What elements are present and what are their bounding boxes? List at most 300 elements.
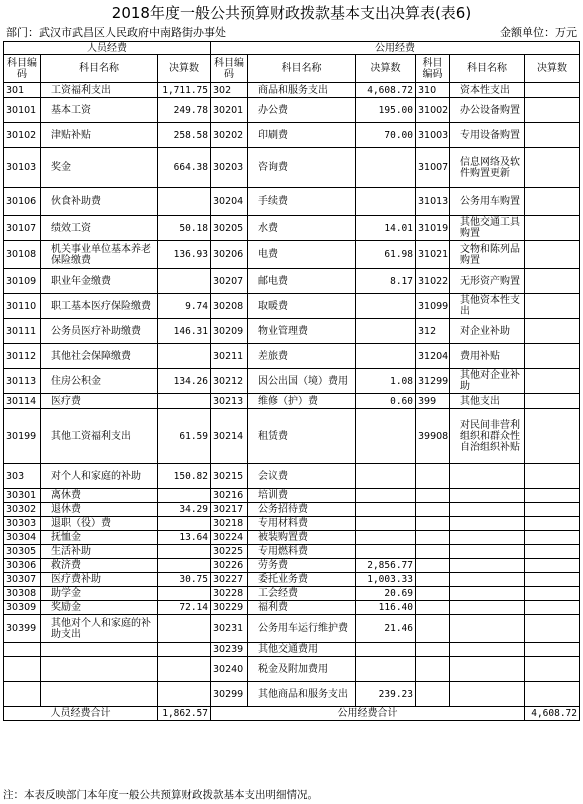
- code-cell: 30224: [211, 531, 248, 545]
- name-cell: 文物和陈列品购置: [450, 241, 525, 269]
- amount-cell: [356, 464, 416, 489]
- code-cell: 30305: [4, 545, 41, 559]
- code-cell: 30113: [4, 369, 41, 394]
- code-cell: [416, 464, 450, 489]
- table-row: [4, 682, 580, 707]
- column-header-code: 科目编码: [211, 55, 248, 83]
- table-row: [4, 464, 580, 489]
- name-cell: [450, 517, 525, 531]
- amount-cell: [525, 269, 580, 294]
- table-row: [4, 409, 580, 464]
- code-cell: 303: [4, 464, 41, 489]
- column-header-amount: 决算数: [525, 55, 580, 83]
- name-cell: 办公设备购置: [450, 98, 525, 123]
- amount-cell: 146.31: [158, 319, 211, 344]
- amount-cell: 1.08: [356, 369, 416, 394]
- footnote: 注：本表反映部门本年度一般公共预算财政拨款基本支出明细情况。: [3, 789, 318, 801]
- name-cell: [450, 559, 525, 573]
- name-cell: [450, 489, 525, 503]
- name-cell: 会议费: [248, 464, 356, 489]
- name-cell: 对民间非营利组织和群众性自治组织补贴: [450, 409, 525, 464]
- code-cell: 30213: [211, 394, 248, 409]
- amount-cell: 1,711.75: [158, 83, 211, 98]
- table-row: [4, 148, 580, 188]
- amount-cell: 30.75: [158, 573, 211, 587]
- name-cell: [450, 601, 525, 615]
- name-cell: 其他交通费用: [248, 643, 356, 657]
- table-row: [4, 573, 580, 587]
- code-cell: 31003: [416, 123, 450, 148]
- group-header-row: [4, 42, 580, 55]
- amount-cell: [525, 344, 580, 369]
- amount-cell: [158, 587, 211, 601]
- amount-cell: [525, 123, 580, 148]
- amount-cell: [525, 531, 580, 545]
- amount-cell: [525, 188, 580, 216]
- code-cell: 30202: [211, 123, 248, 148]
- amount-cell: 2,856.77: [356, 559, 416, 573]
- public-total-value: 4,608.72: [525, 707, 580, 721]
- amount-cell: 134.26: [158, 369, 211, 394]
- amount-cell: [356, 503, 416, 517]
- amount-cell: [158, 545, 211, 559]
- code-cell: [416, 682, 450, 707]
- code-cell: 30214: [211, 409, 248, 464]
- name-cell: 其他工资福利支出: [41, 409, 158, 464]
- amount-cell: [356, 643, 416, 657]
- code-cell: 30208: [211, 294, 248, 319]
- column-header-code: 科目编码: [4, 55, 41, 83]
- name-cell: [450, 573, 525, 587]
- code-cell: 30103: [4, 148, 41, 188]
- amount-cell: 13.64: [158, 531, 211, 545]
- table-row: [4, 657, 580, 682]
- code-cell: 30308: [4, 587, 41, 601]
- code-cell: 31204: [416, 344, 450, 369]
- amount-cell: [525, 409, 580, 464]
- amount-cell: [525, 682, 580, 707]
- name-cell: 水费: [248, 216, 356, 241]
- column-header-name: 科目名称: [248, 55, 356, 83]
- table-row: [4, 83, 580, 98]
- code-cell: [416, 531, 450, 545]
- amount-cell: [525, 294, 580, 319]
- name-cell: 邮电费: [248, 269, 356, 294]
- amount-cell: [356, 188, 416, 216]
- name-cell: 办公费: [248, 98, 356, 123]
- amount-cell: [158, 394, 211, 409]
- code-cell: 31021: [416, 241, 450, 269]
- amount-cell: [525, 148, 580, 188]
- code-cell: 30225: [211, 545, 248, 559]
- table-row: [4, 587, 580, 601]
- name-cell: 机关事业单位基本养老保险缴费: [41, 241, 158, 269]
- code-cell: 30217: [211, 503, 248, 517]
- code-cell: 30205: [211, 216, 248, 241]
- table-row: [4, 615, 580, 643]
- name-cell: 咨询费: [248, 148, 356, 188]
- name-cell: 公务招待费: [248, 503, 356, 517]
- table-row: [4, 517, 580, 531]
- amount-cell: 34.29: [158, 503, 211, 517]
- name-cell: 费用补贴: [450, 344, 525, 369]
- code-cell: 302: [211, 83, 248, 98]
- amount-cell: [158, 489, 211, 503]
- code-cell: 30106: [4, 188, 41, 216]
- name-cell: [41, 682, 158, 707]
- amount-cell: [356, 294, 416, 319]
- column-header-amount: 决算数: [158, 55, 211, 83]
- amount-cell: [525, 241, 580, 269]
- name-cell: 维修（护）费: [248, 394, 356, 409]
- amount-cell: [525, 601, 580, 615]
- name-cell: [450, 682, 525, 707]
- amount-cell: [158, 559, 211, 573]
- amount-cell: [158, 517, 211, 531]
- name-cell: 其他对企业补助: [450, 369, 525, 394]
- name-cell: 被装购置费: [248, 531, 356, 545]
- code-cell: [4, 643, 41, 657]
- amount-cell: 1,003.33: [356, 573, 416, 587]
- amount-cell: [525, 657, 580, 682]
- code-cell: 30301: [4, 489, 41, 503]
- code-cell: 30302: [4, 503, 41, 517]
- code-cell: 39908: [416, 409, 450, 464]
- table-row: [4, 123, 580, 148]
- table-row: [4, 98, 580, 123]
- personnel-total-value: 1,862.57: [158, 707, 211, 721]
- code-cell: [416, 573, 450, 587]
- code-cell: 30201: [211, 98, 248, 123]
- amount-cell: [525, 643, 580, 657]
- amount-cell: [525, 503, 580, 517]
- code-cell: 30307: [4, 573, 41, 587]
- personnel-total-label: 人员经费合计: [4, 707, 158, 721]
- amount-cell: [525, 517, 580, 531]
- table-row: [4, 319, 580, 344]
- table-row: [4, 241, 580, 269]
- amount-cell: [356, 517, 416, 531]
- code-cell: 310: [416, 83, 450, 98]
- amount-cell: [356, 489, 416, 503]
- amount-cell: [525, 573, 580, 587]
- name-cell: 绩效工资: [41, 216, 158, 241]
- name-cell: 退职（役）费: [41, 517, 158, 531]
- table-row: [4, 369, 580, 394]
- code-cell: [416, 489, 450, 503]
- name-cell: 其他社会保障缴费: [41, 344, 158, 369]
- code-cell: 30101: [4, 98, 41, 123]
- amount-cell: [356, 409, 416, 464]
- name-cell: 其他资本性支出: [450, 294, 525, 319]
- name-cell: 税金及附加费用: [248, 657, 356, 682]
- amount-cell: [158, 657, 211, 682]
- code-cell: [416, 545, 450, 559]
- code-cell: 30399: [4, 615, 41, 643]
- code-cell: 30303: [4, 517, 41, 531]
- code-cell: 30204: [211, 188, 248, 216]
- name-cell: 其他支出: [450, 394, 525, 409]
- name-cell: 专用设备购置: [450, 123, 525, 148]
- name-cell: [450, 643, 525, 657]
- table-row: [4, 216, 580, 241]
- amount-cell: 61.59: [158, 409, 211, 464]
- code-cell: 399: [416, 394, 450, 409]
- table-row: [4, 559, 580, 573]
- name-cell: 委托业务费: [248, 573, 356, 587]
- name-cell: 电费: [248, 241, 356, 269]
- name-cell: 专用材料费: [248, 517, 356, 531]
- code-cell: 30309: [4, 601, 41, 615]
- name-cell: 专用燃料费: [248, 545, 356, 559]
- public-total-label: 公用经费合计: [211, 707, 525, 721]
- code-cell: 30107: [4, 216, 41, 241]
- name-cell: 抚恤金: [41, 531, 158, 545]
- name-cell: 助学金: [41, 587, 158, 601]
- amount-cell: 116.40: [356, 601, 416, 615]
- code-cell: [416, 657, 450, 682]
- amount-cell: [356, 657, 416, 682]
- code-cell: 30216: [211, 489, 248, 503]
- amount-cell: [356, 344, 416, 369]
- name-cell: 公务用车购置: [450, 188, 525, 216]
- name-cell: 离休费: [41, 489, 158, 503]
- table-row: [4, 489, 580, 503]
- amount-cell: 0.60: [356, 394, 416, 409]
- column-header-row: [4, 55, 580, 83]
- name-cell: [41, 643, 158, 657]
- code-cell: [416, 643, 450, 657]
- name-cell: 手续费: [248, 188, 356, 216]
- code-cell: [4, 657, 41, 682]
- amount-cell: [525, 559, 580, 573]
- code-cell: 30109: [4, 269, 41, 294]
- table-row: [4, 545, 580, 559]
- code-cell: 30218: [211, 517, 248, 531]
- personnel-group-header: 人员经费: [4, 42, 211, 55]
- unit-label: 金额单位：万元: [500, 26, 577, 39]
- code-cell: 30203: [211, 148, 248, 188]
- code-cell: 30240: [211, 657, 248, 682]
- name-cell: 福利费: [248, 601, 356, 615]
- amount-cell: [356, 531, 416, 545]
- name-cell: 生活补助: [41, 545, 158, 559]
- name-cell: 公务员医疗补助缴费: [41, 319, 158, 344]
- name-cell: 商品和服务支出: [248, 83, 356, 98]
- amount-cell: 136.93: [158, 241, 211, 269]
- budget-table: [3, 41, 580, 721]
- name-cell: 医疗费: [41, 394, 158, 409]
- code-cell: [416, 601, 450, 615]
- amount-cell: [525, 83, 580, 98]
- name-cell: 取暖费: [248, 294, 356, 319]
- code-cell: 30207: [211, 269, 248, 294]
- code-cell: 31299: [416, 369, 450, 394]
- amount-cell: [525, 369, 580, 394]
- amount-cell: [525, 98, 580, 123]
- table-row: [4, 294, 580, 319]
- code-cell: 30227: [211, 573, 248, 587]
- name-cell: 其他交通工具购置: [450, 216, 525, 241]
- name-cell: 职工基本医疗保险缴费: [41, 294, 158, 319]
- table-row: [4, 188, 580, 216]
- name-cell: 退休费: [41, 503, 158, 517]
- amount-cell: 50.18: [158, 216, 211, 241]
- table-row: [4, 643, 580, 657]
- name-cell: 物业管理费: [248, 319, 356, 344]
- code-cell: 30102: [4, 123, 41, 148]
- amount-cell: [158, 615, 211, 643]
- amount-cell: 9.74: [158, 294, 211, 319]
- code-cell: 30112: [4, 344, 41, 369]
- name-cell: 工资福利支出: [41, 83, 158, 98]
- amount-cell: 21.46: [356, 615, 416, 643]
- name-cell: 对企业补助: [450, 319, 525, 344]
- amount-cell: 150.82: [158, 464, 211, 489]
- amount-cell: 72.14: [158, 601, 211, 615]
- name-cell: 公务用车运行维护费: [248, 615, 356, 643]
- name-cell: 津贴补贴: [41, 123, 158, 148]
- amount-cell: [525, 394, 580, 409]
- department-label: 部门：武汉市武昌区人民政府中南路街办事处: [6, 26, 226, 39]
- name-cell: 住房公积金: [41, 369, 158, 394]
- code-cell: 30108: [4, 241, 41, 269]
- amount-cell: [158, 188, 211, 216]
- code-cell: [416, 559, 450, 573]
- amount-cell: [525, 615, 580, 643]
- code-cell: 30229: [211, 601, 248, 615]
- amount-cell: 249.78: [158, 98, 211, 123]
- code-cell: 30231: [211, 615, 248, 643]
- table-row: [4, 344, 580, 369]
- amount-cell: [356, 148, 416, 188]
- code-cell: 31022: [416, 269, 450, 294]
- code-cell: [4, 682, 41, 707]
- code-cell: 30212: [211, 369, 248, 394]
- amount-cell: 20.69: [356, 587, 416, 601]
- name-cell: [450, 545, 525, 559]
- report-title: 2018年度一般公共预算财政拨款基本支出决算表(表6): [111, 4, 472, 22]
- name-cell: [450, 587, 525, 601]
- name-cell: [450, 464, 525, 489]
- name-cell: 租赁费: [248, 409, 356, 464]
- amount-cell: [525, 216, 580, 241]
- name-cell: 其他商品和服务支出: [248, 682, 356, 707]
- amount-cell: 70.00: [356, 123, 416, 148]
- public-group-header: 公用经费: [211, 42, 580, 55]
- code-cell: 31002: [416, 98, 450, 123]
- name-cell: [450, 531, 525, 545]
- column-header-code: 科目编码: [416, 55, 450, 83]
- code-cell: 30206: [211, 241, 248, 269]
- name-cell: 差旅费: [248, 344, 356, 369]
- column-header-amount: 决算数: [356, 55, 416, 83]
- name-cell: [450, 657, 525, 682]
- amount-cell: 195.00: [356, 98, 416, 123]
- name-cell: 因公出国（境）费用: [248, 369, 356, 394]
- name-cell: 奖励金: [41, 601, 158, 615]
- name-cell: 信息网络及软件购置更新: [450, 148, 525, 188]
- name-cell: 工会经费: [248, 587, 356, 601]
- code-cell: 30306: [4, 559, 41, 573]
- code-cell: 31013: [416, 188, 450, 216]
- amount-cell: [525, 587, 580, 601]
- code-cell: [416, 587, 450, 601]
- amount-cell: [356, 545, 416, 559]
- totals-row: [4, 707, 580, 721]
- name-cell: [41, 657, 158, 682]
- amount-cell: [158, 682, 211, 707]
- name-cell: [450, 615, 525, 643]
- table-row: [4, 394, 580, 409]
- code-cell: 312: [416, 319, 450, 344]
- amount-cell: 239.23: [356, 682, 416, 707]
- code-cell: 31007: [416, 148, 450, 188]
- name-cell: 其他对个人和家庭的补助支出: [41, 615, 158, 643]
- name-cell: [450, 503, 525, 517]
- name-cell: 对个人和家庭的补助: [41, 464, 158, 489]
- amount-cell: 61.98: [356, 241, 416, 269]
- amount-cell: [158, 269, 211, 294]
- name-cell: 资本性支出: [450, 83, 525, 98]
- amount-cell: [525, 489, 580, 503]
- amount-cell: [356, 319, 416, 344]
- code-cell: [416, 517, 450, 531]
- amount-cell: [158, 643, 211, 657]
- code-cell: 30209: [211, 319, 248, 344]
- table-row: [4, 269, 580, 294]
- amount-cell: 8.17: [356, 269, 416, 294]
- amount-cell: 14.01: [356, 216, 416, 241]
- code-cell: [416, 615, 450, 643]
- code-cell: 30199: [4, 409, 41, 464]
- name-cell: 职业年金缴费: [41, 269, 158, 294]
- code-cell: 30114: [4, 394, 41, 409]
- name-cell: 伙食补助费: [41, 188, 158, 216]
- name-cell: 培训费: [248, 489, 356, 503]
- code-cell: 30215: [211, 464, 248, 489]
- code-cell: 31019: [416, 216, 450, 241]
- code-cell: 30239: [211, 643, 248, 657]
- code-cell: 30228: [211, 587, 248, 601]
- name-cell: 奖金: [41, 148, 158, 188]
- amount-cell: [158, 344, 211, 369]
- code-cell: 31099: [416, 294, 450, 319]
- name-cell: 无形资产购置: [450, 269, 525, 294]
- amount-cell: 258.58: [158, 123, 211, 148]
- code-cell: 30211: [211, 344, 248, 369]
- code-cell: 30226: [211, 559, 248, 573]
- amount-cell: [525, 545, 580, 559]
- table-row: [4, 503, 580, 517]
- amount-cell: [525, 464, 580, 489]
- name-cell: 医疗费补助: [41, 573, 158, 587]
- column-header-name: 科目名称: [450, 55, 525, 83]
- amount-cell: [525, 319, 580, 344]
- code-cell: [416, 503, 450, 517]
- code-cell: 30299: [211, 682, 248, 707]
- code-cell: 30110: [4, 294, 41, 319]
- column-header-name: 科目名称: [41, 55, 158, 83]
- name-cell: 救济费: [41, 559, 158, 573]
- table-row: [4, 601, 580, 615]
- amount-cell: 664.38: [158, 148, 211, 188]
- amount-cell: 4,608.72: [356, 83, 416, 98]
- name-cell: 印刷费: [248, 123, 356, 148]
- code-cell: 30111: [4, 319, 41, 344]
- name-cell: 基本工资: [41, 98, 158, 123]
- name-cell: 劳务费: [248, 559, 356, 573]
